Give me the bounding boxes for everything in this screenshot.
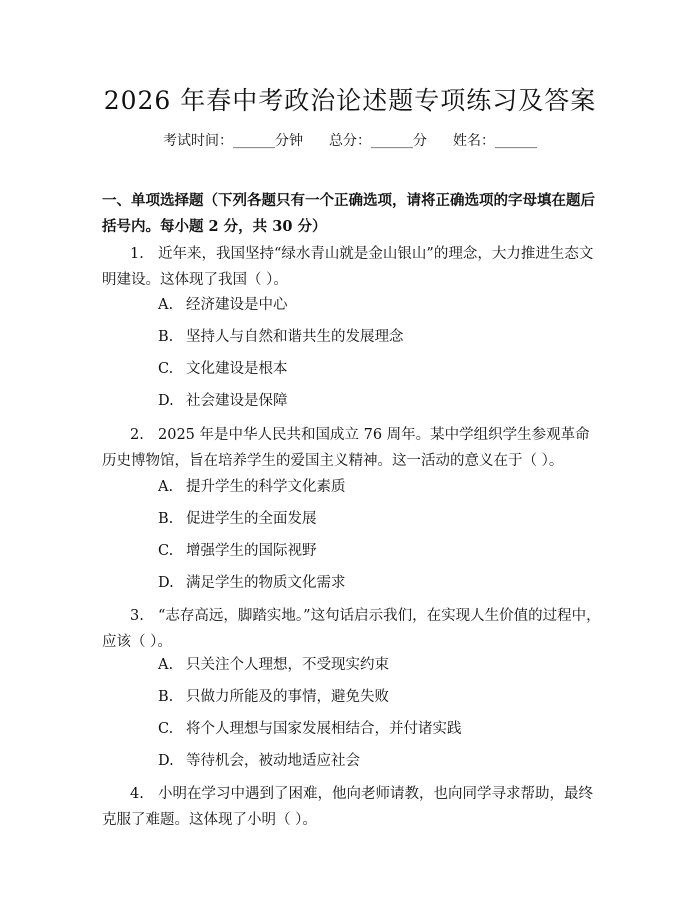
option-3b: B. 只做力所能及的事情，避免失败: [158, 689, 389, 705]
option-1b: B. 坚持人与自然和谐共生的发展理念: [158, 329, 404, 345]
exam-meta-line: [0, 131, 700, 151]
question-number: 1.: [130, 246, 144, 262]
option-3d: D. 等待机会，被动地适应社会: [158, 753, 360, 769]
option-2d: D. 满足学生的物质文化需求: [158, 575, 346, 591]
question-4: [102, 781, 602, 833]
question-text: 2025 年是中华人民共和国成立 76 周年。某中学组织学生参观革命历史博物馆，旨在培养学生的爱国主义精神。这一活动的意义在于（ ）。: [102, 427, 590, 469]
option-1a: A. 经济建设是中心: [158, 297, 288, 313]
question-text: “志存高远，脚踏实地。”这句话启示我们，在实现人生价值的过程中，应该（ ）。: [102, 608, 601, 650]
exam-time-field: 考试时间：______分钟: [163, 133, 303, 149]
option-3c: C. 将个人理想与国家发展相结合，并付诸实践: [158, 721, 462, 737]
total-score-field: 总分：______分: [329, 133, 427, 149]
question-number: 4.: [130, 786, 144, 802]
option-2b: B. 促进学生的全面发展: [158, 511, 317, 527]
question-3: [102, 603, 602, 655]
option-1c: C. 文化建设是根本: [158, 361, 288, 377]
question-text: 近年来，我国坚持“绿水青山就是金山银山”的理念，大力推进生态文明建设。这体现了我国（ ）。: [102, 246, 594, 288]
question-number: 2.: [130, 427, 144, 443]
option-2c: C. 增强学生的国际视野: [158, 543, 317, 559]
option-2a: A. 提升学生的科学文化素质: [158, 479, 346, 495]
student-name-field: 姓名：______: [453, 133, 537, 149]
option-1d: D. 社会建设是保障: [158, 393, 288, 409]
option-3a: A. 只关注个人理想，不受现实约束: [158, 657, 389, 673]
section-heading-single-choice: 一、单项选择题（下列各题只有一个正确选项，请将正确选项的字母填在题后括号内。每小题 2 分，共 30 分）: [102, 192, 595, 235]
question-number: 3.: [130, 608, 144, 624]
question-2: [102, 422, 602, 474]
page-title: 2026 年春中考政治论述题专项练习及答案: [103, 86, 597, 115]
question-text: 小明在学习中遇到了困难，他向老师请教，也向同学寻求帮助，最终克服了难题。这体现了小明（ ）。: [102, 786, 593, 828]
question-1: [102, 241, 602, 293]
